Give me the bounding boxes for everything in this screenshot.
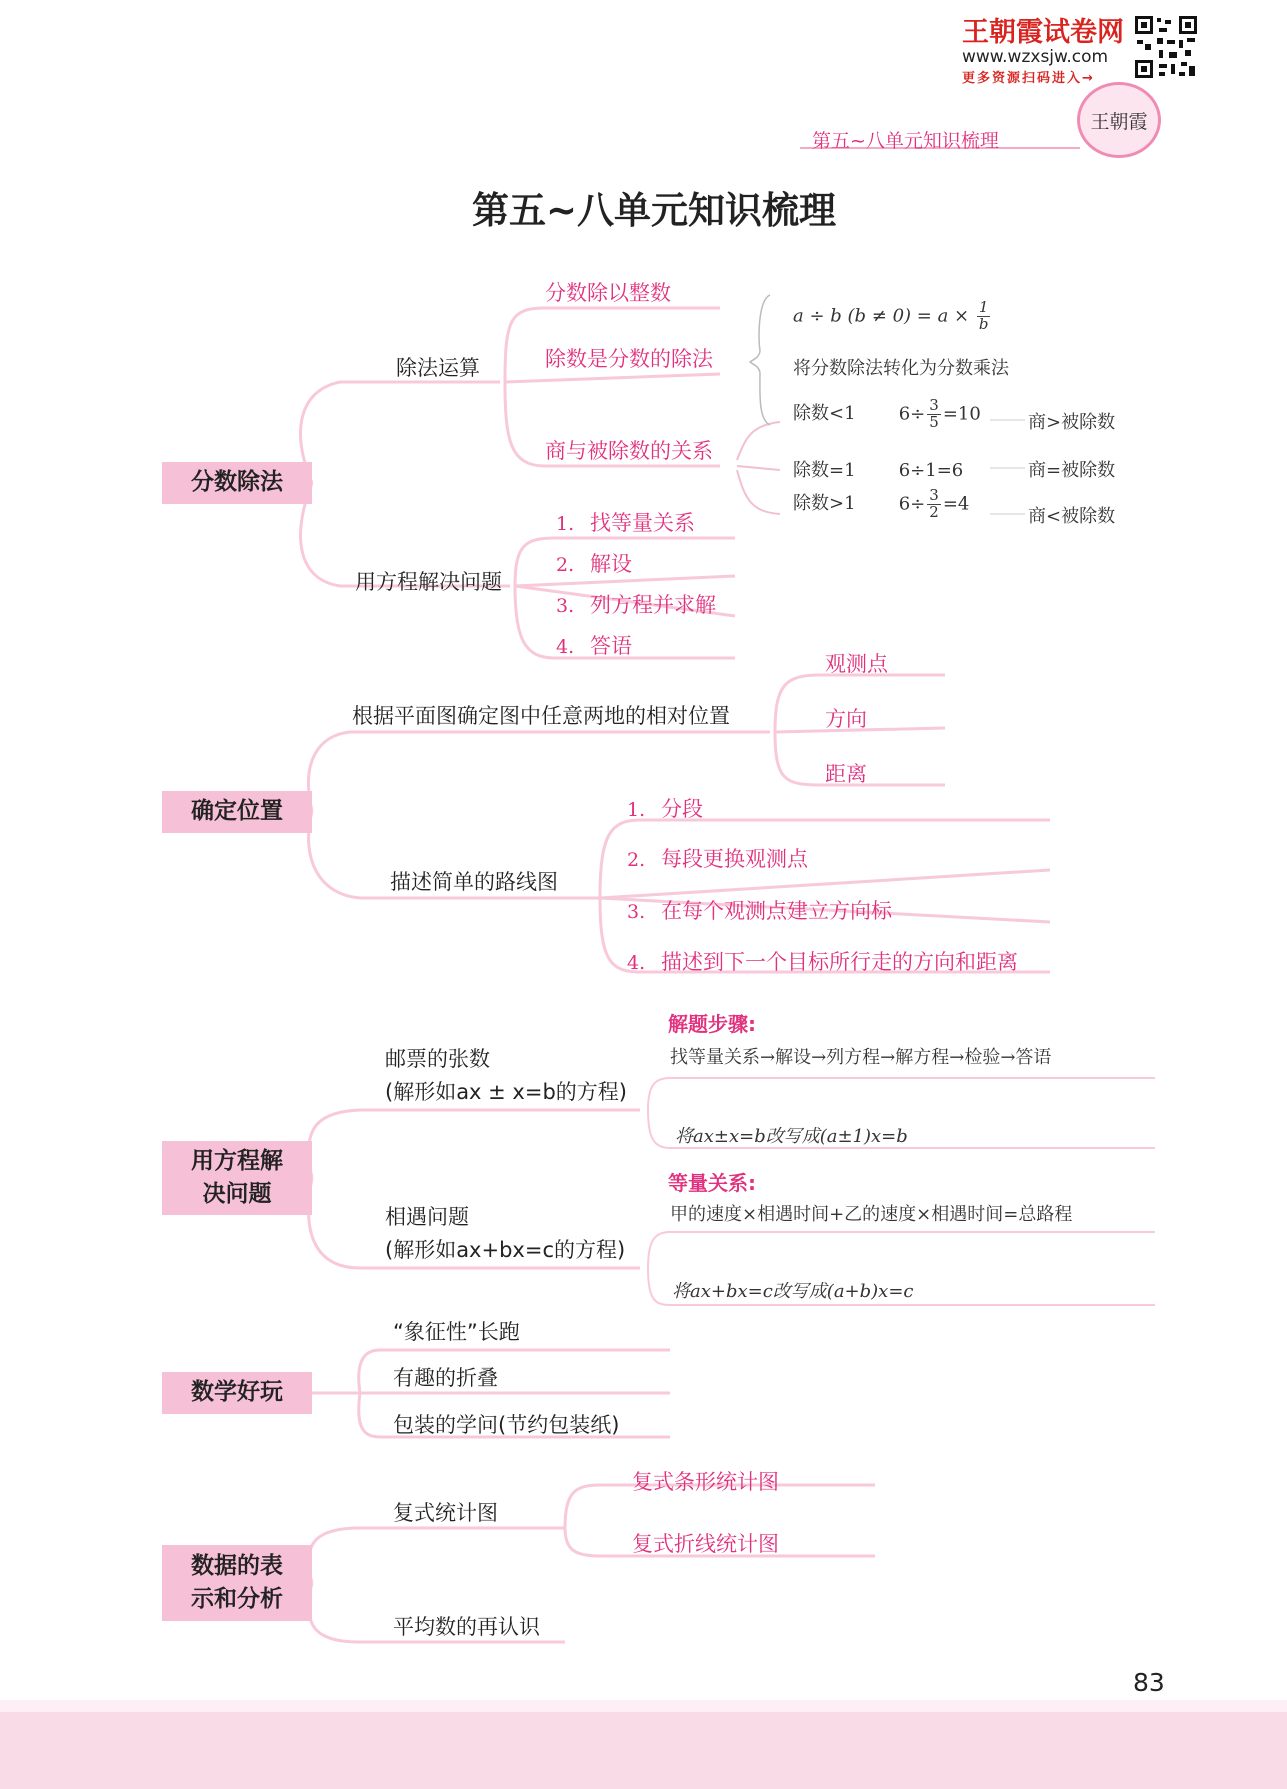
qr-code-icon[interactable]: [1133, 14, 1199, 80]
branch-label: 邮票的张数: [385, 1047, 490, 1071]
relation-row: [793, 398, 981, 431]
leaf-packaging: 包装的学问(节约包装纸): [393, 1413, 620, 1437]
solving-steps-text: 找等量关系→解设→列方程→解方程→检验→答语: [670, 1047, 1052, 1068]
step-number: 1.: [627, 799, 646, 821]
category-label: 数学好玩: [191, 1379, 283, 1406]
fraction-denominator: 5: [929, 412, 939, 431]
step-text: 分段: [661, 797, 703, 821]
fraction-numerator: 3: [929, 486, 939, 504]
category-fraction-division: [162, 462, 312, 504]
step-number: 1.: [556, 513, 575, 535]
meeting-rewrite-note: 将ax+bx=c改写成(a+b)x=c: [672, 1281, 914, 1302]
category-data-analysis: [162, 1545, 312, 1621]
branch-route-map: 描述简单的路线图: [390, 870, 558, 894]
equation-step: [556, 589, 716, 619]
relation-result: 商=被除数: [1028, 460, 1116, 481]
equal-relation-heading: 等量关系:: [668, 1171, 756, 1195]
route-step: [627, 946, 1018, 976]
step-text: 每段更换观测点: [661, 847, 808, 871]
division-rule-text: 将分数除法转化为分数乘法: [793, 358, 1009, 379]
formula-left: a ÷ b (b ≠ 0) = a ×: [793, 305, 970, 327]
leaf-divisor-is-fraction: 除数是分数的除法: [545, 347, 713, 371]
brand-tagline: 更多资源扫码进入→: [962, 71, 1095, 86]
leaf-observation-point: 观测点: [825, 652, 888, 676]
footer-decoration: [0, 1712, 1287, 1789]
relation-fraction: [927, 488, 941, 521]
relation-expr-right: =4: [942, 493, 970, 515]
leaf-direction: 方向: [825, 707, 867, 731]
page-number: 83: [1133, 1668, 1165, 1697]
step-number: 2.: [556, 554, 575, 576]
branch-relative-position: 根据平面图确定图中任意两地的相对位置: [352, 704, 730, 728]
branch-division-operation: 除法运算: [396, 356, 480, 380]
relation-row: [793, 488, 969, 521]
branch-meeting: [385, 1201, 625, 1266]
step-text: 在每个观测点建立方向标: [661, 899, 892, 923]
leaf-fraction-div-integer: 分数除以整数: [545, 281, 671, 305]
leaf-compound-line-chart: 复式折线统计图: [632, 1532, 779, 1556]
step-number: 4.: [627, 952, 646, 974]
stamps-rewrite-note: 将ax±x=b改写成(a±1)x=b: [675, 1126, 908, 1147]
brand-seal-logo: [1077, 82, 1161, 158]
step-number: 4.: [556, 636, 575, 658]
leaf-quotient-dividend-relation: 商与被除数的关系: [545, 439, 713, 463]
equal-relation-text: 甲的速度×相遇时间+乙的速度×相遇时间=总路程: [670, 1204, 1073, 1225]
relation-expr-left: 6÷: [898, 403, 926, 425]
fraction-denominator: b: [978, 314, 989, 333]
relation-condition: 除数>1: [793, 493, 856, 515]
category-label-line2: 决问题: [202, 1181, 272, 1207]
brand-name: 王朝霞试卷网: [962, 17, 1124, 48]
category-label: 分数除法: [191, 469, 283, 496]
step-number: 2.: [627, 849, 646, 871]
fraction-denominator: 2: [929, 502, 939, 521]
equation-step: [556, 548, 632, 578]
fraction-numerator: 1: [978, 298, 989, 316]
relation-result: 商<被除数: [1028, 506, 1116, 527]
branch-sublabel: (解形如ax ± x=b的方程): [385, 1079, 627, 1104]
leaf-folding: 有趣的折叠: [393, 1366, 498, 1390]
branch-sublabel: (解形如ax+bx=c的方程): [385, 1237, 626, 1262]
branch-compound-chart: 复式统计图: [393, 1501, 498, 1525]
relation-condition: 除数=1: [793, 460, 856, 481]
fraction-numerator: 3: [929, 396, 939, 414]
step-text: 描述到下一个目标所行走的方向和距离: [661, 950, 1018, 974]
category-fun-math: [162, 1372, 312, 1414]
branch-label: 相遇问题: [385, 1205, 469, 1229]
brand-url[interactable]: www.wzxsjw.com: [962, 47, 1109, 67]
equation-step: [556, 630, 632, 660]
route-step: [627, 895, 892, 925]
step-number: 3.: [627, 901, 646, 923]
page-title: 第五~八单元知识梳理: [472, 189, 837, 232]
brand-block: [962, 10, 1142, 86]
leaf-distance: 距离: [825, 762, 867, 786]
equation-step: [556, 507, 695, 537]
running-title: 第五~八单元知识梳理: [812, 130, 999, 152]
category-label-line2: 示和分析: [191, 1586, 283, 1612]
leaf-compound-bar-chart: 复式条形统计图: [632, 1470, 779, 1494]
category-label-line1: 数据的表: [191, 1552, 283, 1579]
seal-text: 王朝霞: [1090, 110, 1148, 133]
solving-steps-heading: 解题步骤:: [668, 1012, 756, 1036]
route-step: [627, 843, 808, 873]
branch-equation-solving: 用方程解决问题: [355, 570, 502, 594]
category-position: [162, 791, 312, 833]
relation-result: 商>被除数: [1028, 412, 1116, 433]
relation-row: [793, 456, 963, 482]
branch-stamps: [385, 1043, 627, 1108]
step-text: 解设: [590, 552, 632, 576]
relation-fraction: [927, 398, 941, 431]
category-equation-problems: [162, 1141, 312, 1215]
division-rule-formula: [793, 300, 992, 333]
step-number: 3.: [556, 595, 575, 617]
route-step: [627, 793, 703, 823]
leaf-symbolic-run: “象征性”长跑: [393, 1320, 520, 1344]
formula-fraction: [977, 300, 991, 333]
relation-expr-left: 6÷1=6: [898, 460, 964, 481]
branch-average: 平均数的再认识: [393, 1615, 540, 1639]
relation-expr-left: 6÷: [898, 493, 926, 515]
category-label-line1: 用方程解: [191, 1147, 283, 1174]
step-text: 答语: [590, 634, 632, 658]
category-label: 确定位置: [191, 798, 283, 825]
relation-expr-right: =10: [942, 403, 981, 425]
step-text: 列方程并求解: [590, 593, 716, 617]
step-text: 找等量关系: [590, 511, 695, 535]
relation-condition: 除数<1: [793, 403, 856, 425]
